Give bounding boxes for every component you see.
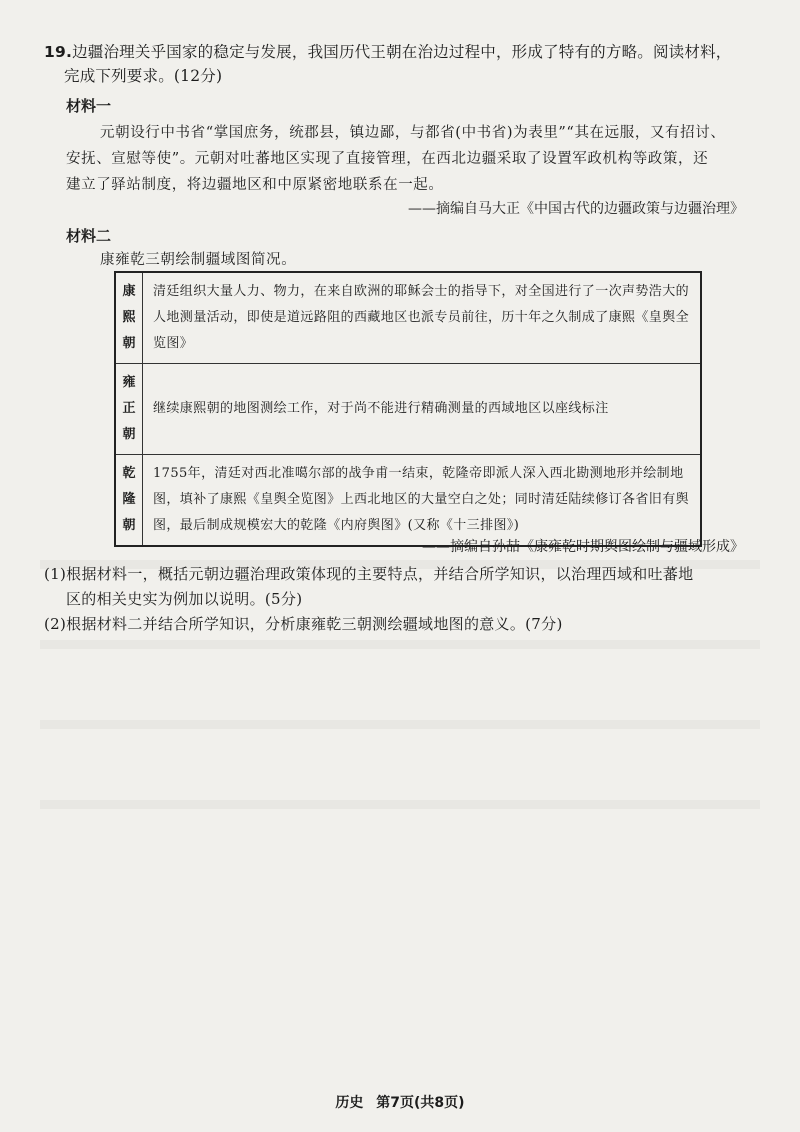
description-line: 继续康熙朝的地图测绘工作，对于尚不能进行精确测量的西域地区以座线标注 [153, 401, 609, 416]
requirement-2: (2)根据材料二并结合所学知识，分析康雍乾三朝测绘疆域地图的意义。(7分) [44, 615, 563, 633]
material-2-intro: 康雍乾三朝绘制疆域图简况。 [100, 252, 297, 268]
table-row [115, 455, 701, 547]
bleed-through [40, 800, 760, 809]
description-line: 图，最后制成规模宏大的乾隆《内府舆图》(又称《十三排图》) [153, 518, 520, 533]
footer-subject: 历史 [335, 1095, 364, 1111]
bleed-through [40, 720, 760, 729]
material-1-line: 元朝设行中书省“掌国庶务，统郡县，镇边鄙，与都省(中书省)为表里”“其在远服，又有招讨、 [100, 125, 726, 141]
material-1-heading: 材料一 [66, 97, 112, 115]
requirement-1-line-1: (1)根据材料一，概括元朝边疆治理政策体现的主要特点，并结合所学知识，以治理西域和吐蕃地 [44, 565, 694, 583]
dynasty-cell [115, 364, 143, 455]
description-line: 1755年，清廷对西北准噶尔部的战争甫一结束，乾隆帝即派人深入西北勘测地形并绘制地 [153, 466, 684, 481]
dynasty-char: 朝 [122, 427, 136, 442]
material-2-source: ——摘编自孙喆《康雍乾时期舆图绘制与疆域形成》 [422, 539, 744, 555]
description-cell [143, 272, 702, 364]
table-row [115, 272, 701, 364]
dynasty-char: 康 [122, 284, 136, 299]
dynasty-cell [115, 272, 143, 364]
description-line: 清廷组织大量人力、物力，在来自欧洲的耶稣会士的指导下，对全国进行了一次声势浩大的 [153, 284, 690, 299]
dynasty-char: 隆 [122, 492, 136, 507]
dynasty-char: 乾 [122, 466, 136, 481]
requirement-1-line-2: 区的相关史实为例加以说明。(5分) [66, 590, 303, 608]
dynasty-char: 雍 [122, 375, 136, 390]
material-1-line: 安抚、宣慰等使”。元朝对吐蕃地区实现了直接管理，在西北边疆采取了设置军政机构等政策，还 [66, 151, 709, 167]
description-cell [143, 364, 702, 455]
table-row [115, 364, 701, 455]
page-footer [0, 1092, 800, 1112]
question-stem-line-2: 完成下列要求。(12分) [64, 67, 223, 85]
question-number: 19. [44, 43, 73, 61]
footer-page-number: 第7页(共8页) [376, 1095, 465, 1111]
description-line: 览图》 [153, 336, 194, 351]
material-1-line: 建立了驿站制度，将边疆地区和中原紧密地联系在一起。 [66, 177, 444, 193]
dynasty-char: 朝 [122, 336, 136, 351]
question-stem-text: 边疆治理关乎国家的稳定与发展，我国历代王朝在治边过程中，形成了特有的方略。阅读材料， [72, 43, 732, 61]
material-2-heading: 材料二 [66, 227, 112, 245]
question-stem-line-1 [44, 40, 731, 62]
description-line: 人地测量活动，即使是道远路阻的西藏地区也派专员前往，历十年之久制成了康熙《皇舆全 [153, 310, 690, 325]
bleed-through [40, 640, 760, 649]
dynasty-cell [115, 455, 143, 547]
dynasty-char: 朝 [122, 518, 136, 533]
description-cell [143, 455, 702, 547]
dynasty-char: 熙 [122, 310, 136, 325]
dynasty-char: 正 [122, 401, 136, 416]
material-1-source: ——摘编自马大正《中国古代的边疆政策与边疆治理》 [408, 201, 744, 217]
description-line: 图，填补了康熙《皇舆全览图》上西北地区的大量空白之处；同时清廷陆续修订各省旧有舆 [153, 492, 690, 507]
mapping-table [114, 271, 702, 547]
